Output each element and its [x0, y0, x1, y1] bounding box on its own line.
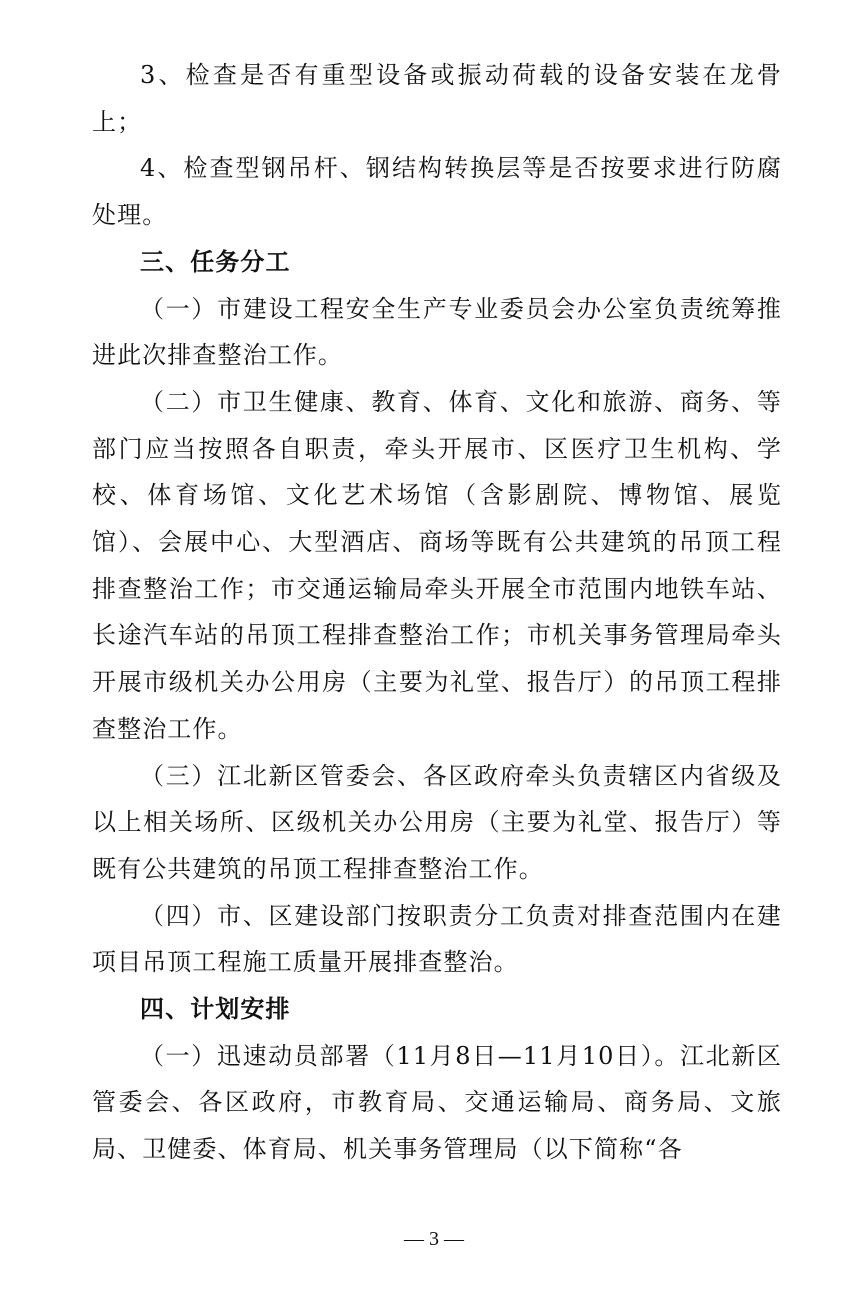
paragraph-item-4: 4、检查型钢吊杆、钢结构转换层等是否按要求进行防腐处理。 [92, 154, 782, 230]
section-heading-schedule: 四、计划安排 [140, 995, 291, 1024]
paragraph-item-3: 3、检查是否有重型设备或振动荷载的设备安装在龙骨上； [92, 61, 782, 136]
paragraph-schedule-1: （一）迅速动员部署（11月8日—11月10日）。江北新区管委会、各区政府，市教育局、交通运输局、商务局、文旅局、卫健委、体育局、机关事务管理局（以下简称“各 [92, 1041, 782, 1164]
paragraph-task-1: （一）市建设工程安全生产专业委员会办公室负责统筹推进此次排查整治工作。 [92, 294, 782, 370]
paragraph-task-3: （三）江北新区管委会、各区政府牵头负责辖区内省级及以上相关场所、区级机关办公用房（主要为礼堂、报告厅）等既有公共建筑的吊顶工程排查整治工作。 [92, 761, 782, 883]
document-body [92, 52, 782, 1173]
paragraph-task-2: （二）市卫生健康、教育、体育、文化和旅游、商务、等部门应当按照各自职责，牵头开展市、区医疗卫生机构、学校、体育场馆、文化艺术场馆（含影剧院、博物馆、展览馆）、会展中心、大型酒店、商场等既有公共建筑的吊顶工程排查整治工作；市交通运输局牵头开展全市范围内地铁车站、长途汽车站的吊顶工程排查整治工作；市机关事务管理局牵头开展市级机关办公用房（主要为礼堂、报告厅）的吊顶工程排查整治工作。 [92, 387, 782, 743]
section-heading-task-division: 三、任务分工 [140, 247, 291, 276]
paragraph-task-4: （四）市、区建设部门按职责分工负责对排查范围内在建项目吊顶工程施工质量开展排查整治。 [92, 901, 782, 977]
page-number: — 3 — [404, 1228, 464, 1250]
